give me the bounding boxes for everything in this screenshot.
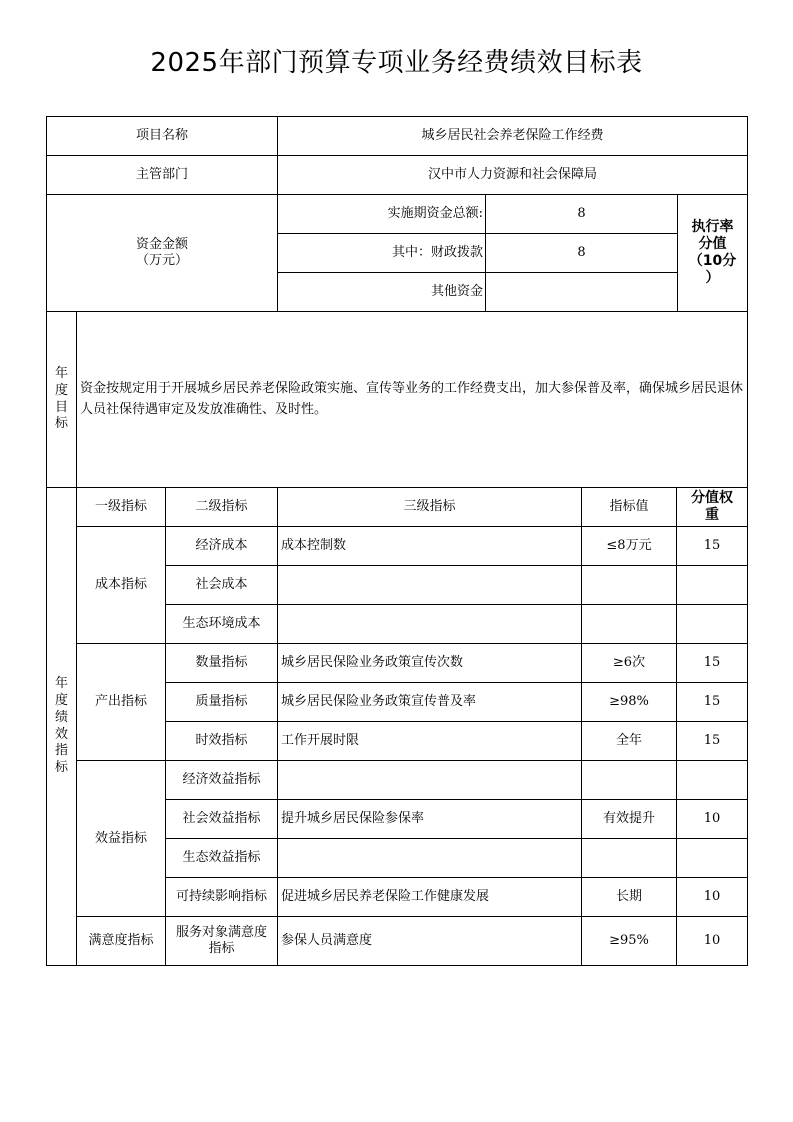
level3-cell [278,566,582,605]
level3-cell [278,761,582,800]
indicator-section-label [47,488,77,966]
header-weight [677,488,748,527]
level3-cell: 成本控制数 [278,527,582,566]
level2-cell: 生态环境成本 [166,605,278,644]
value-cell: ≤8万元 [582,527,677,566]
weight-cell: 10 [677,917,748,966]
table-row [47,644,748,683]
level3-cell: 促进城乡居民养老保险工作健康发展 [278,878,582,917]
header-value: 指标值 [582,488,677,527]
table-row [47,527,748,566]
dept-label: 主管部门 [47,156,278,195]
project-name-value: 城乡居民社会养老保险工作经费 [278,117,748,156]
exec-rate-line3: （10分 [688,253,737,269]
level2-cell: 服务对象满意度指标 [166,917,278,966]
level2-cell: 社会成本 [166,566,278,605]
level2-cell: 生态效益指标 [166,839,278,878]
value-cell: ≥98% [582,683,677,722]
weight-cell: 15 [677,683,748,722]
dept-value: 汉中市人力资源和社会保障局 [278,156,748,195]
exec-rate-line4: ） [705,269,720,286]
value-cell [582,839,677,878]
value-cell [582,566,677,605]
value-cell: ≥6次 [582,644,677,683]
exec-rate-line2: 分值 [698,236,727,253]
page-title: 2025年部门预算专项业务经费绩效目标表 [150,48,643,78]
level2-cell: 质量指标 [166,683,278,722]
group-cost: 成本指标 [77,527,166,644]
goal-text: 资金按规定用于开展城乡居民养老保险政策实施、宣传等业务的工作经费支出，加大参保普及率，确保城乡居民退休人员社保待遇审定及发放准确性、及时性。 [77,312,748,488]
group-output: 产出指标 [77,644,166,761]
value-cell: 长期 [582,878,677,917]
total-funds-value: 8 [486,195,678,234]
level3-cell: 城乡居民保险业务政策宣传普及率 [278,683,582,722]
goal-table [46,311,748,488]
header-level3: 三级指标 [278,488,582,527]
header-weight-line2: 重 [705,507,719,523]
indicator-table [46,487,748,966]
goal-label: 年 度 目 标 [54,365,68,432]
goal-section-label [47,312,77,488]
level2-cell: 经济成本 [166,527,278,566]
table-row [47,917,748,966]
weight-cell [677,839,748,878]
fiscal-funds-label: 其中：财政拨款 [278,234,486,273]
level3-cell: 工作开展时限 [278,722,582,761]
indicator-label: 年 度 绩 效 指 标 [54,675,68,776]
value-cell: 全年 [582,722,677,761]
level3-cell [278,605,582,644]
level2-cell: 数量指标 [166,644,278,683]
exec-rate-score [678,195,748,312]
level2-cell: 可持续影响指标 [166,878,278,917]
level3-cell: 参保人员满意度 [278,917,582,966]
fund-amount-label [47,195,278,312]
value-cell [582,761,677,800]
header-level2: 二级指标 [166,488,278,527]
value-cell: 有效提升 [582,800,677,839]
other-funds-value [486,273,678,312]
header-weight-line1: 分值权 [691,490,733,507]
level3-cell: 提升城乡居民保险参保率 [278,800,582,839]
weight-cell: 15 [677,722,748,761]
group-benefit: 效益指标 [77,761,166,917]
level3-cell: 城乡居民保险业务政策宣传次数 [278,644,582,683]
weight-cell: 10 [677,878,748,917]
weight-cell: 10 [677,800,748,839]
fund-label: 资金金额 [135,237,188,253]
exec-rate-line1: 执行率 [691,219,734,236]
level2-cell: 时效指标 [166,722,278,761]
group-satisfaction: 满意度指标 [77,917,166,966]
value-cell: ≥95% [582,917,677,966]
weight-cell [677,605,748,644]
fund-unit: （万元） [135,253,188,268]
level2-cell: 经济效益指标 [166,761,278,800]
level2-cell: 社会效益指标 [166,800,278,839]
project-name-label: 项目名称 [47,117,278,156]
value-cell [582,605,677,644]
level3-cell [278,839,582,878]
total-funds-label: 实施期资金总额: [278,195,486,234]
fiscal-funds-value: 8 [486,234,678,273]
other-funds-label: 其他资金 [278,273,486,312]
weight-cell: 15 [677,644,748,683]
table-row [47,761,748,800]
header-level1: 一级指标 [77,488,166,527]
weight-cell [677,761,748,800]
weight-cell: 15 [677,527,748,566]
info-table [46,116,748,312]
weight-cell [677,566,748,605]
